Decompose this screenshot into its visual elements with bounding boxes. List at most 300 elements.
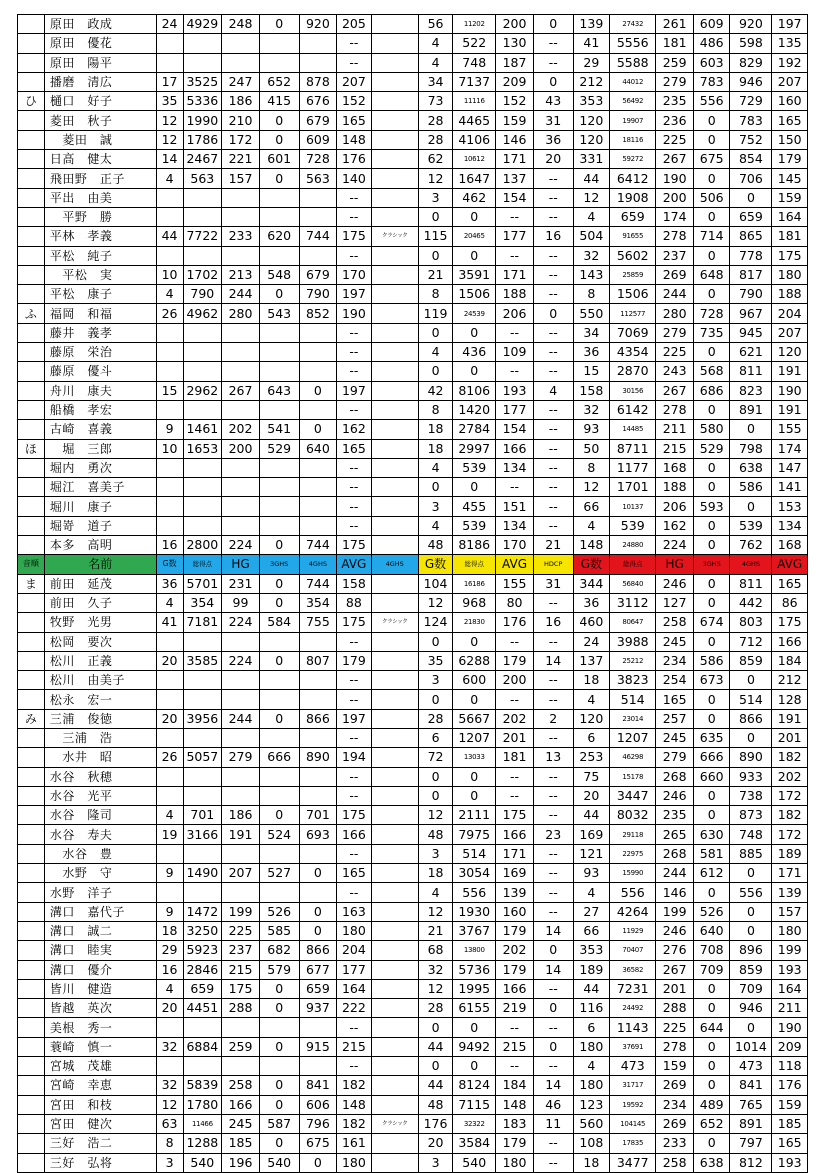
p3-total: 59272 (610, 150, 656, 169)
score-sheet (17, 14, 808, 1173)
p1-total: 3585 (183, 651, 222, 670)
p3-hg: 224 (656, 536, 694, 555)
p3-avg: 160 (772, 92, 808, 111)
p1-total: 7181 (183, 613, 222, 632)
p3-avg: 207 (772, 72, 808, 91)
p1-avg: 158 (337, 574, 371, 593)
p2-total: 1207 (453, 728, 496, 747)
p2-hdcp: -- (533, 632, 573, 651)
p3-4ghs: 865 (730, 227, 772, 246)
p3-hg: 246 (656, 574, 694, 593)
table-row (18, 1114, 808, 1133)
p3-hg: 279 (656, 72, 694, 91)
table-row (18, 1018, 808, 1037)
p1-total: 1461 (183, 420, 222, 439)
p2-avg: 179 (496, 960, 534, 979)
p1-4ghs: 0 (299, 864, 337, 883)
p1-total: 540 (183, 1153, 222, 1172)
p1-4ghs: 807 (299, 651, 337, 670)
kana-initial (18, 728, 45, 747)
p3-4ghs: 967 (730, 304, 772, 323)
p1-hg: 267 (222, 381, 260, 400)
p3-3ghs: 609 (693, 15, 730, 34)
p1-total: 1490 (183, 864, 222, 883)
category-tag (371, 169, 418, 188)
p1-hg (222, 458, 260, 477)
p1-4ghs: 0 (299, 381, 337, 400)
p2-avg: 209 (496, 72, 534, 91)
p2-hdcp: 43 (533, 92, 573, 111)
p3-hg: 174 (656, 207, 694, 226)
p3-games: 20 (573, 786, 610, 805)
p3-4ghs: 556 (730, 883, 772, 902)
p1-total: 1288 (183, 1134, 222, 1153)
p3-3ghs: 0 (693, 883, 730, 902)
p2-hdcp: -- (533, 902, 573, 921)
table-row (18, 150, 808, 169)
p2-avg: 159 (496, 111, 534, 130)
p2-games: 3 (418, 1153, 452, 1172)
p2-total: 8124 (453, 1076, 496, 1095)
p3-games: 504 (573, 227, 610, 246)
kana-initial (18, 1114, 45, 1133)
category-tag (371, 999, 418, 1018)
p2-total: 0 (453, 207, 496, 226)
p1-hg: 166 (222, 1095, 260, 1114)
p2-total: 24539 (453, 304, 496, 323)
p2-avg: 146 (496, 130, 534, 149)
p3-total: 36582 (610, 960, 656, 979)
table-row (18, 34, 808, 53)
p3-3ghs: 0 (693, 400, 730, 419)
p2-hdcp: 31 (533, 111, 573, 130)
p2-total: 4106 (453, 130, 496, 149)
p2-games: 0 (418, 690, 452, 709)
p3-games: 18 (573, 1153, 610, 1172)
p1-total: 1780 (183, 1095, 222, 1114)
p3-total: 25859 (610, 265, 656, 284)
p3-4ghs: 0 (730, 902, 772, 921)
p3-total: 10137 (610, 497, 656, 516)
p1-games: 32 (156, 1037, 183, 1056)
kana-initial (18, 1153, 45, 1172)
p3-4ghs: 946 (730, 999, 772, 1018)
kana-initial (18, 15, 45, 34)
p1-games (156, 883, 183, 902)
p2-games: 21 (418, 921, 452, 940)
p1-games: 4 (156, 806, 183, 825)
player-name: 平野 勝 (44, 207, 156, 226)
category-tag (371, 458, 418, 477)
p1-total: 563 (183, 169, 222, 188)
p1-total: 1472 (183, 902, 222, 921)
p2-hdcp: -- (533, 497, 573, 516)
category-tag (371, 1153, 418, 1172)
p2-games: 6 (418, 728, 452, 747)
p3-avg: 172 (772, 786, 808, 805)
p3-4ghs: 473 (730, 1057, 772, 1076)
p1-hg (222, 34, 260, 53)
p1-games (156, 632, 183, 651)
p3-3ghs: 0 (693, 246, 730, 265)
player-name: 水谷 秋穂 (44, 767, 156, 786)
p1-3ghs: 579 (259, 960, 299, 979)
p1-total: 1653 (183, 439, 222, 458)
p3-games: 158 (573, 381, 610, 400)
p2-avg: -- (496, 767, 534, 786)
p2-avg: 200 (496, 671, 534, 690)
player-name: 三浦 俊徳 (44, 709, 156, 728)
kana-initial (18, 536, 45, 555)
p3-4ghs: 659 (730, 207, 772, 226)
p2-hdcp: -- (533, 516, 573, 535)
p3-total: 25212 (610, 651, 656, 670)
p2-avg: 148 (496, 1095, 534, 1114)
player-name: 堀江 喜美子 (44, 478, 156, 497)
p3-games: 189 (573, 960, 610, 979)
kana-initial (18, 671, 45, 690)
player-name: 溝口 嘉代子 (44, 902, 156, 921)
p3-hg: 165 (656, 690, 694, 709)
p1-total (183, 362, 222, 381)
p1-4ghs: 937 (299, 999, 337, 1018)
p2-hdcp: -- (533, 671, 573, 690)
p2-hdcp: -- (533, 1134, 573, 1153)
p3-total: 8032 (610, 806, 656, 825)
p1-3ghs (259, 632, 299, 651)
p2-hdcp: 0 (533, 1037, 573, 1056)
p1-total (183, 34, 222, 53)
p3-total: 91655 (610, 227, 656, 246)
kana-initial (18, 34, 45, 53)
table-row (18, 227, 808, 246)
p1-3ghs: 0 (259, 15, 299, 34)
p3-total: 4354 (610, 343, 656, 362)
p3-total: 7069 (610, 323, 656, 342)
player-name: 三浦 浩 (44, 728, 156, 747)
p2-games: 3 (418, 844, 452, 863)
p3-avg: 182 (772, 806, 808, 825)
p1-3ghs: 0 (259, 709, 299, 728)
category-tag (371, 979, 418, 998)
p1-hg: 221 (222, 150, 260, 169)
p3-avg: 147 (772, 458, 808, 477)
p1-3ghs (259, 690, 299, 709)
kana-initial (18, 53, 45, 72)
p1-4ghs (299, 478, 337, 497)
p2-games: 18 (418, 420, 452, 439)
p1-hg (222, 632, 260, 651)
p3-3ghs: 0 (693, 516, 730, 535)
p1-total (183, 478, 222, 497)
p3-total: 8711 (610, 439, 656, 458)
p3-4ghs: 442 (730, 593, 772, 612)
p2-total: 436 (453, 343, 496, 362)
p1-hg: 224 (222, 651, 260, 670)
p2-hdcp: -- (533, 207, 573, 226)
p3-3ghs: 652 (693, 1114, 730, 1133)
p1-hg: 224 (222, 613, 260, 632)
p1-hg (222, 1057, 260, 1076)
p1-hg (222, 516, 260, 535)
p3-avg: 86 (772, 593, 808, 612)
table-row (18, 265, 808, 284)
p2-hdcp: 0 (533, 304, 573, 323)
p1-total (183, 343, 222, 362)
p2-games: 12 (418, 593, 452, 612)
p3-hg: 237 (656, 246, 694, 265)
category-tag (371, 536, 418, 555)
p3-hg: 265 (656, 825, 694, 844)
p2-hdcp: 11 (533, 1114, 573, 1133)
p3-hg: 206 (656, 497, 694, 516)
p1-3ghs (259, 53, 299, 72)
p3-3ghs: 0 (693, 536, 730, 555)
p3-hg: 276 (656, 941, 694, 960)
p1-avg: -- (337, 632, 371, 651)
p1-hg: 231 (222, 574, 260, 593)
p2-avg: 200 (496, 15, 534, 34)
p3-games: 36 (573, 593, 610, 612)
header-kana: 音順 (18, 555, 45, 574)
p1-avg: 175 (337, 536, 371, 555)
table-row (18, 613, 808, 632)
p3-total: 17835 (610, 1134, 656, 1153)
p2-hdcp: -- (533, 1018, 573, 1037)
p1-4ghs (299, 671, 337, 690)
p1-avg: -- (337, 1057, 371, 1076)
table-row (18, 632, 808, 651)
player-name: 福岡 和福 (44, 304, 156, 323)
kana-initial (18, 1037, 45, 1056)
p3-4ghs: 891 (730, 1114, 772, 1133)
p3-3ghs: 648 (693, 265, 730, 284)
kana-initial (18, 960, 45, 979)
p1-total (183, 632, 222, 651)
p1-games: 12 (156, 130, 183, 149)
p1-total (183, 516, 222, 535)
table-row (18, 169, 808, 188)
p2-games: 104 (418, 574, 452, 593)
p2-hdcp: -- (533, 323, 573, 342)
p2-total: 462 (453, 188, 496, 207)
p3-4ghs: 778 (730, 246, 772, 265)
p3-games: 44 (573, 169, 610, 188)
p1-avg: -- (337, 1018, 371, 1037)
p1-avg: -- (337, 323, 371, 342)
p2-total: 0 (453, 362, 496, 381)
table-row (18, 1134, 808, 1153)
p1-4ghs: 0 (299, 902, 337, 921)
p1-3ghs: 0 (259, 1037, 299, 1056)
player-name: 水谷 寿夫 (44, 825, 156, 844)
p1-hg: 186 (222, 806, 260, 825)
p1-games: 19 (156, 825, 183, 844)
p3-4ghs: 812 (730, 1153, 772, 1172)
p3-avg: 118 (772, 1057, 808, 1076)
player-name: 松川 正義 (44, 651, 156, 670)
p1-hg: 259 (222, 1037, 260, 1056)
p3-4ghs: 859 (730, 651, 772, 670)
p1-avg: 148 (337, 1095, 371, 1114)
p1-avg: 197 (337, 285, 371, 304)
p3-3ghs: 580 (693, 420, 730, 439)
p2-avg: 166 (496, 979, 534, 998)
p1-total: 5057 (183, 748, 222, 767)
p1-avg: 197 (337, 381, 371, 400)
p1-4ghs: 609 (299, 130, 337, 149)
p1-hg: 210 (222, 111, 260, 130)
p3-4ghs: 933 (730, 767, 772, 786)
p2-total: 455 (453, 497, 496, 516)
p2-games: 18 (418, 439, 452, 458)
p2-total: 20465 (453, 227, 496, 246)
kana-initial (18, 111, 45, 130)
p2-total: 13800 (453, 941, 496, 960)
p2-games: 0 (418, 632, 452, 651)
p1-avg: -- (337, 844, 371, 863)
kana-initial (18, 72, 45, 91)
p3-games: 212 (573, 72, 610, 91)
player-name: 溝口 優介 (44, 960, 156, 979)
p1-4ghs: 890 (299, 748, 337, 767)
p3-3ghs: 708 (693, 941, 730, 960)
p2-avg: 183 (496, 1114, 534, 1133)
kana-initial (18, 130, 45, 149)
table-row (18, 1153, 808, 1172)
p3-total: 19592 (610, 1095, 656, 1114)
p1-3ghs: 540 (259, 1153, 299, 1172)
player-name: 平松 実 (44, 265, 156, 284)
p1-4ghs (299, 1057, 337, 1076)
p1-3ghs: 529 (259, 439, 299, 458)
p1-avg: -- (337, 458, 371, 477)
p1-4ghs: 606 (299, 1095, 337, 1114)
p3-3ghs: 0 (693, 130, 730, 149)
category-tag (371, 574, 418, 593)
p2-hdcp: -- (533, 53, 573, 72)
p1-3ghs (259, 767, 299, 786)
p1-avg: 207 (337, 72, 371, 91)
p3-games: 180 (573, 1076, 610, 1095)
p3-games: 460 (573, 613, 610, 632)
player-name: 水野 守 (44, 864, 156, 883)
p1-4ghs: 0 (299, 1153, 337, 1172)
p1-3ghs: 652 (259, 72, 299, 91)
p2-games: 44 (418, 1037, 452, 1056)
p1-games: 14 (156, 150, 183, 169)
p2-games: 0 (418, 207, 452, 226)
table-row (18, 574, 808, 593)
p3-total: 70407 (610, 941, 656, 960)
p2-games: 28 (418, 111, 452, 130)
p1-hg (222, 883, 260, 902)
p1-total (183, 246, 222, 265)
p3-total: 44012 (610, 72, 656, 91)
p1-games (156, 844, 183, 863)
category-tag (371, 825, 418, 844)
p1-hg: 175 (222, 979, 260, 998)
p3-total: 4264 (610, 902, 656, 921)
category-tag (371, 883, 418, 902)
p3-4ghs: 920 (730, 15, 772, 34)
p1-games: 36 (156, 574, 183, 593)
category-tag (371, 34, 418, 53)
p1-hg: 258 (222, 1076, 260, 1095)
p2-avg: 202 (496, 941, 534, 960)
p2-avg: 160 (496, 902, 534, 921)
p3-games: 18 (573, 671, 610, 690)
p3-avg: 171 (772, 864, 808, 883)
p3-3ghs: 0 (693, 690, 730, 709)
p2-games: 21 (418, 265, 452, 284)
p1-total (183, 883, 222, 902)
kana-initial (18, 478, 45, 497)
table-row (18, 1037, 808, 1056)
p3-games: 4 (573, 207, 610, 226)
kana-initial (18, 516, 45, 535)
p2-total: 0 (453, 690, 496, 709)
p1-avg: -- (337, 728, 371, 747)
p3-4ghs: 811 (730, 574, 772, 593)
p1-4ghs: 744 (299, 536, 337, 555)
p3-avg: 145 (772, 169, 808, 188)
p3-hg: 162 (656, 516, 694, 535)
p2-avg: 193 (496, 381, 534, 400)
p1-total: 659 (183, 979, 222, 998)
p1-4ghs: 677 (299, 960, 337, 979)
kana-initial (18, 1095, 45, 1114)
p3-4ghs: 0 (730, 921, 772, 940)
p3-games: 550 (573, 304, 610, 323)
p3-total: 7231 (610, 979, 656, 998)
p1-hg: 157 (222, 169, 260, 188)
p2-total: 0 (453, 767, 496, 786)
p1-avg: 175 (337, 227, 371, 246)
p3-total: 3477 (610, 1153, 656, 1172)
p2-total: 11116 (453, 92, 496, 111)
p1-total (183, 188, 222, 207)
p2-total: 13033 (453, 748, 496, 767)
p3-total: 80647 (610, 613, 656, 632)
p1-4ghs (299, 34, 337, 53)
p1-4ghs (299, 1018, 337, 1037)
p3-avg: 181 (772, 227, 808, 246)
player-name: 三好 弘将 (44, 1153, 156, 1172)
p2-hdcp: -- (533, 400, 573, 419)
p3-3ghs: 675 (693, 150, 730, 169)
p3-3ghs: 640 (693, 921, 730, 940)
p3-total: 1177 (610, 458, 656, 477)
p3-games: 331 (573, 150, 610, 169)
p1-total (183, 207, 222, 226)
p3-total: 6142 (610, 400, 656, 419)
p3-games: 560 (573, 1114, 610, 1133)
table-row (18, 478, 808, 497)
p2-avg: 169 (496, 864, 534, 883)
kana-initial (18, 362, 45, 381)
table-row (18, 999, 808, 1018)
p1-avg: -- (337, 883, 371, 902)
p3-hg: 235 (656, 806, 694, 825)
p3-hg: 257 (656, 709, 694, 728)
p2-games: 48 (418, 1095, 452, 1114)
p2-games: 0 (418, 362, 452, 381)
p3-3ghs: 603 (693, 53, 730, 72)
p3-3ghs: 506 (693, 188, 730, 207)
player-name: 前田 久子 (44, 593, 156, 612)
p1-3ghs (259, 458, 299, 477)
